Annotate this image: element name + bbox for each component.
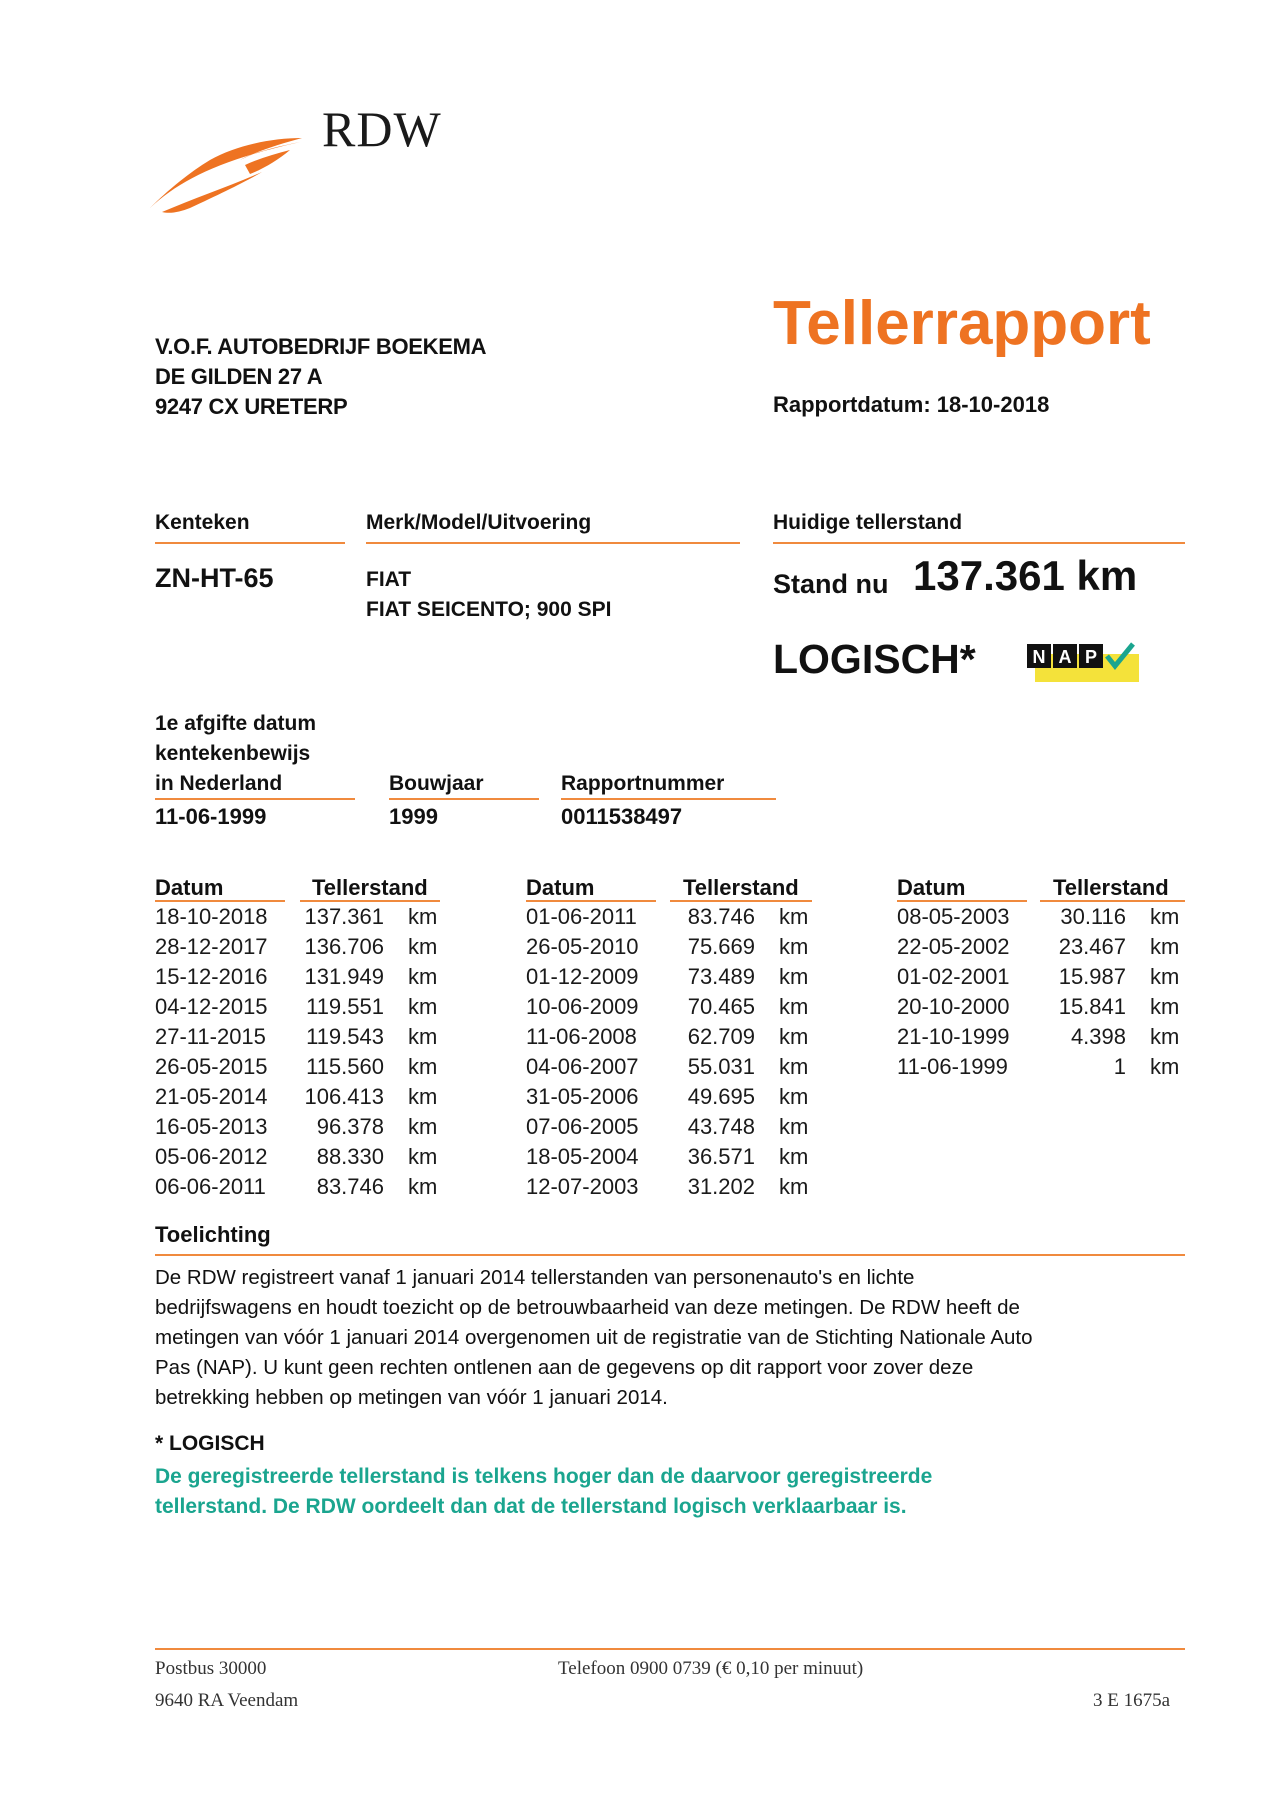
reading-date: 01-12-2009: [526, 964, 639, 989]
reading-km: 88.330: [316, 1144, 384, 1169]
reading-date: 07-06-2005: [526, 1114, 639, 1139]
reading-km: 137.361: [304, 904, 384, 929]
make-label: Merk/Model/Uitvoering: [366, 511, 592, 534]
reading-unit: km: [408, 1144, 438, 1169]
reading-km: 31.202: [687, 1174, 755, 1199]
reading-km: 36.571: [687, 1144, 755, 1169]
reading-unit: km: [408, 904, 438, 929]
km-header: Tellerstand: [683, 875, 799, 900]
reading-km: 43.748: [687, 1114, 755, 1139]
reading-unit: km: [1150, 994, 1180, 1019]
reading-date: 15-12-2016: [155, 964, 268, 989]
divider: [773, 542, 1185, 544]
reading-km: 1: [1113, 1054, 1126, 1079]
divider: [155, 542, 345, 544]
reading-unit: km: [779, 1174, 809, 1199]
divider: [561, 798, 776, 800]
reading-unit: km: [779, 964, 809, 989]
footer-phone: Telefoon 0900 0739 (€ 0,10 per minuut): [558, 1658, 864, 1679]
reading-date: 31-05-2006: [526, 1084, 639, 1109]
reading-date: 01-06-2011: [526, 904, 637, 929]
toelichting-text: [155, 1263, 1185, 1413]
reading-date: 12-07-2003: [526, 1174, 639, 1199]
footer-postbus: Postbus 30000: [155, 1658, 267, 1679]
build-year-label: Bouwjaar: [389, 772, 484, 795]
reading-unit: km: [779, 934, 809, 959]
verdict-text: LOGISCH*: [773, 636, 976, 682]
reading-date: 04-12-2015: [155, 994, 268, 1019]
vehicle-model: FIAT SEICENTO; 900 SPI: [366, 598, 612, 621]
current-stand-value: 137.361 km: [913, 552, 1138, 599]
divider: [389, 798, 539, 800]
report-number: 0011538497: [561, 804, 683, 829]
reading-date: 21-05-2014: [155, 1084, 268, 1109]
reading-unit: km: [779, 1114, 809, 1139]
reading-date: 26-05-2015: [155, 1054, 268, 1079]
reading-date: 21-10-1999: [897, 1024, 1010, 1049]
reading-unit: km: [408, 1054, 438, 1079]
address-line-2: DE GILDEN 27 A: [155, 364, 323, 389]
build-year: 1999: [389, 804, 438, 829]
reading-unit: km: [779, 1024, 809, 1049]
reading-date: 27-11-2015: [155, 1024, 266, 1049]
reading-km: 115.560: [306, 1054, 384, 1079]
reading-date: 06-06-2011: [155, 1174, 266, 1199]
plate-label: Kenteken: [155, 511, 250, 534]
reading-date: 10-06-2009: [526, 994, 639, 1019]
km-header: Tellerstand: [1053, 875, 1169, 900]
reading-km: 83.746: [316, 1174, 384, 1199]
reading-date: 18-05-2004: [526, 1144, 639, 1169]
reading-date: 01-02-2001: [897, 964, 1010, 989]
reading-km: 119.543: [306, 1024, 384, 1049]
reading-unit: km: [408, 1084, 438, 1109]
divider: [526, 900, 656, 902]
reading-unit: km: [779, 994, 809, 1019]
reading-km: 119.551: [306, 994, 384, 1019]
divider: [300, 900, 440, 902]
divider: [670, 900, 812, 902]
reading-unit: km: [779, 1054, 809, 1079]
reading-date: 11-06-2008: [526, 1024, 637, 1049]
reading-unit: km: [408, 1114, 438, 1139]
nap-letter: N: [1032, 647, 1046, 667]
nap-letter: P: [1084, 647, 1098, 667]
rdw-logo-icon: [150, 120, 310, 220]
toelichting-line: betrekking hebben op metingen van vóór 1 januari 2014.: [155, 1386, 668, 1409]
logo-text: RDW: [322, 101, 442, 157]
date-header: Datum: [897, 875, 966, 900]
divider: [897, 900, 1027, 902]
reading-date: 11-06-1999: [897, 1054, 1008, 1079]
first-date-label: 1e afgifte datum: [155, 712, 317, 735]
toelichting-heading: Toelichting: [155, 1222, 271, 1247]
reading-date: 28-12-2017: [155, 934, 268, 959]
report-number-label: Rapportnummer: [561, 772, 725, 795]
reading-date: 18-10-2018: [155, 904, 268, 929]
odometer-label: Huidige tellerstand: [773, 511, 963, 534]
reading-km: 70.465: [687, 994, 755, 1019]
reading-km: 15.841: [1058, 994, 1126, 1019]
km-header: Tellerstand: [312, 875, 428, 900]
reading-km: 4.398: [1070, 1024, 1126, 1049]
current-stand-label: Stand nu: [773, 569, 889, 599]
divider: [366, 542, 740, 544]
reading-unit: km: [1150, 964, 1180, 989]
logisch-note-text: [155, 1462, 1115, 1522]
reading-unit: km: [1150, 934, 1180, 959]
footer-divider: [155, 1648, 1185, 1650]
vehicle-make: FIAT: [366, 568, 412, 591]
divider: [155, 900, 285, 902]
reading-unit: km: [408, 964, 438, 989]
reading-unit: km: [1150, 904, 1180, 929]
reading-unit: km: [1150, 1054, 1180, 1079]
reading-unit: km: [408, 1174, 438, 1199]
reading-date: 22-05-2002: [897, 934, 1010, 959]
logisch-note-line: De geregistreerde tellerstand is telkens hoger dan de daarvoor geregistreerde: [155, 1465, 933, 1488]
divider: [155, 1254, 1185, 1256]
reading-km: 96.378: [316, 1114, 384, 1139]
reading-unit: km: [779, 1144, 809, 1169]
divider: [155, 798, 355, 800]
reading-km: 23.467: [1058, 934, 1126, 959]
report-date: Rapportdatum: 18-10-2018: [773, 392, 1050, 417]
reading-unit: km: [408, 1024, 438, 1049]
reading-unit: km: [779, 1084, 809, 1109]
reading-unit: km: [779, 904, 809, 929]
reading-date: 20-10-2000: [897, 994, 1010, 1019]
footer-city: 9640 RA Veendam: [155, 1690, 299, 1711]
toelichting-line: bedrijfswagens en houdt toezicht op de betrouwbaarheid van deze metingen. De RDW heeft de: [155, 1296, 1020, 1319]
reading-date: 16-05-2013: [155, 1114, 268, 1139]
toelichting-line: Pas (NAP). U kunt geen rechten ontlenen aan de gegevens op dit rapport voor zover deze: [155, 1356, 974, 1379]
reading-date: 26-05-2010: [526, 934, 639, 959]
first-date: 11-06-1999: [155, 804, 267, 829]
date-header: Datum: [526, 875, 595, 900]
reading-km: 106.413: [304, 1084, 384, 1109]
first-date-label: in Nederland: [155, 772, 283, 795]
nap-badge: [1027, 640, 1139, 682]
reading-km: 30.116: [1060, 904, 1126, 929]
reading-km: 136.706: [304, 934, 384, 959]
first-date-label: kentekenbewijs: [155, 742, 311, 765]
date-header: Datum: [155, 875, 224, 900]
address-line-3: 9247 CX URETERP: [155, 394, 348, 419]
nap-letter: A: [1058, 647, 1072, 667]
reading-km: 55.031: [687, 1054, 755, 1079]
divider: [1040, 900, 1185, 902]
reading-km: 62.709: [687, 1024, 755, 1049]
reading-unit: km: [1150, 1024, 1180, 1049]
reading-date: 05-06-2012: [155, 1144, 268, 1169]
footer-code: 3 E 1675a: [1093, 1690, 1171, 1711]
toelichting-line: metingen van vóór 1 januari 2014 overgenomen uit de registratie van de Stichting Nationale Auto: [155, 1326, 1033, 1349]
reading-date: 08-05-2003: [897, 904, 1010, 929]
address-line-1: V.O.F. AUTOBEDRIJF BOEKEMA: [155, 334, 487, 359]
reading-km: 131.949: [304, 964, 384, 989]
reading-km: 83.746: [687, 904, 755, 929]
page-title: Tellerrapport: [773, 289, 1151, 358]
reading-unit: km: [408, 994, 438, 1019]
logisch-note-heading: * LOGISCH: [155, 1432, 265, 1455]
license-plate: ZN-HT-65: [155, 563, 274, 593]
reading-km: 73.489: [687, 964, 755, 989]
reading-date: 04-06-2007: [526, 1054, 639, 1079]
reading-km: 75.669: [687, 934, 755, 959]
toelichting-line: De RDW registreert vanaf 1 januari 2014 tellerstanden van personenauto's en lichte: [155, 1266, 915, 1289]
logisch-note-line: tellerstand. De RDW oordeelt dan dat de tellerstand logisch verklaarbaar is.: [155, 1495, 907, 1518]
reading-km: 15.987: [1058, 964, 1126, 989]
reading-km: 49.695: [687, 1084, 755, 1109]
reading-unit: km: [408, 934, 438, 959]
